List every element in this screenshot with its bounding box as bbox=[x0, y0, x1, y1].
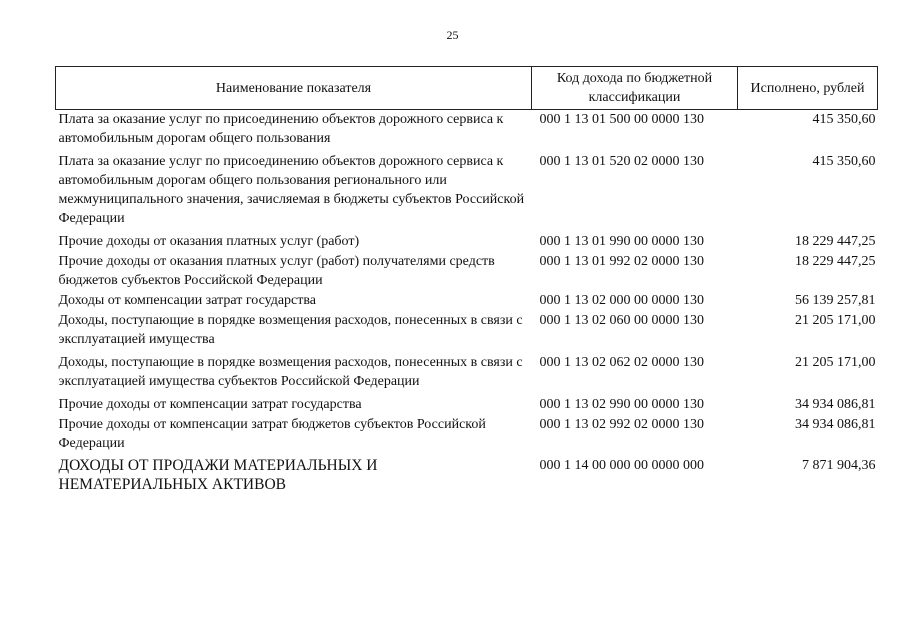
budget-code: 000 1 13 01 520 02 0000 130 bbox=[539, 154, 704, 169]
page-number: 25 bbox=[446, 28, 459, 42]
budget-code: 000 1 13 01 990 00 0000 130 bbox=[539, 234, 704, 249]
section-name: ДОХОДЫ ОТ ПРОДАЖИ МАТЕРИАЛЬНЫХ И НЕМАТЕРИАЛЬНЫХ АКТИВОВ bbox=[58, 457, 378, 493]
indicator-name: Прочие доходы от компенсации затрат государства bbox=[58, 397, 362, 412]
amount: 415 350,60 bbox=[812, 112, 876, 127]
revenue-table bbox=[55, 66, 878, 495]
budget-code: 000 1 13 02 992 02 0000 130 bbox=[539, 417, 704, 432]
amount: 56 139 257,81 bbox=[795, 293, 876, 308]
table-row bbox=[56, 311, 878, 350]
indicator-name: Прочие доходы от компенсации затрат бюджетов субъектов Российской Федерации bbox=[58, 417, 486, 451]
amount: 7 871 904,36 bbox=[802, 458, 876, 473]
amount: 18 229 447,25 bbox=[795, 254, 876, 269]
table-header bbox=[56, 67, 878, 110]
indicator-name: Доходы, поступающие в порядке возмещения расходов, понесенных в связи с эксплуатацией имущества bbox=[58, 313, 523, 347]
header-indicator-name: Наименование показателя bbox=[56, 67, 532, 110]
budget-code: 000 1 13 02 060 00 0000 130 bbox=[539, 313, 704, 328]
budget-code: 000 1 13 02 000 00 0000 130 bbox=[539, 293, 704, 308]
header-budget-code: Код дохода по бюджетной классификации bbox=[532, 67, 738, 110]
table-body bbox=[56, 110, 878, 496]
budget-code: 000 1 13 02 062 02 0000 130 bbox=[539, 355, 704, 370]
amount: 34 934 086,81 bbox=[795, 397, 876, 412]
amount: 21 205 171,00 bbox=[795, 313, 876, 328]
indicator-name: Прочие доходы от оказания платных услуг (работ) bbox=[58, 234, 360, 249]
indicator-name: Прочие доходы от оказания платных услуг (работ) получателями средств бюджетов субъектов Российской Федерации bbox=[58, 254, 495, 288]
table-row bbox=[56, 252, 878, 291]
amount: 415 350,60 bbox=[812, 154, 876, 169]
indicator-name: Плата за оказание услуг по присоединению объектов дорожного сервиса к автомобильным дорогам общего пользования bbox=[58, 112, 504, 146]
budget-code: 000 1 14 00 000 00 0000 000 bbox=[539, 458, 704, 473]
indicator-name: Плата за оказание услуг по присоединению объектов дорожного сервиса к автомобильным дорогам общего пользования регионального или межмуниципального значения, зачисляемая в бюджеты субъектов Российской Федерации bbox=[58, 154, 525, 226]
table-row bbox=[56, 415, 878, 454]
amount: 34 934 086,81 bbox=[795, 417, 876, 432]
table-row bbox=[56, 110, 878, 150]
table-row bbox=[56, 229, 878, 252]
budget-code: 000 1 13 01 992 02 0000 130 bbox=[539, 254, 704, 269]
table-row bbox=[56, 291, 878, 311]
header-amount: Исполнено, рублей bbox=[738, 67, 878, 110]
header-row bbox=[56, 67, 878, 110]
budget-code: 000 1 13 02 990 00 0000 130 bbox=[539, 397, 704, 412]
indicator-name: Доходы, поступающие в порядке возмещения расходов, понесенных в связи с эксплуатацией имущества субъектов Российской Федерации bbox=[58, 355, 523, 389]
table-row bbox=[56, 350, 878, 392]
indicator-name: Доходы от компенсации затрат государства bbox=[58, 293, 317, 308]
budget-code: 000 1 13 01 500 00 0000 130 bbox=[539, 112, 704, 127]
table-row bbox=[56, 392, 878, 415]
table-row bbox=[56, 149, 878, 229]
table-row-section bbox=[56, 454, 878, 495]
amount: 18 229 447,25 bbox=[795, 234, 876, 249]
amount: 21 205 171,00 bbox=[795, 355, 876, 370]
